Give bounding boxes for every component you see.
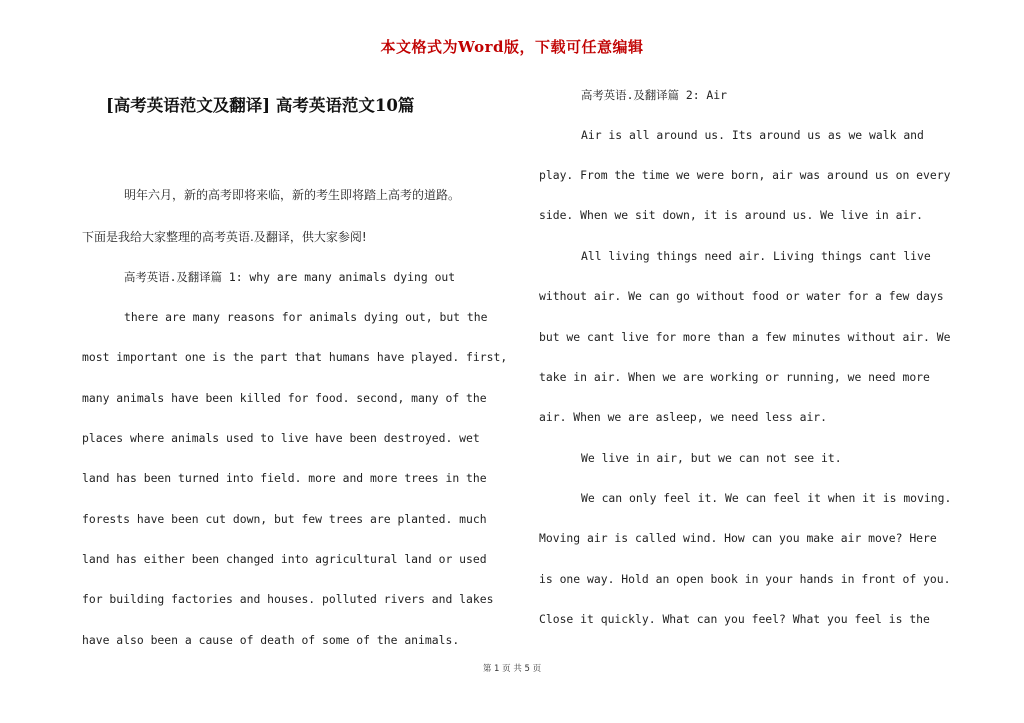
essay1-line: land has been turned into field. more and more trees in the	[82, 471, 487, 485]
essay2-heading: 高考英语.及翻译篇 2: Air	[581, 88, 727, 102]
essay2-line: without air. We can go without food or water for a few days	[539, 289, 944, 303]
essay2-line: Air is all around us. Its around us as we walk and	[581, 128, 924, 142]
essay2-line: air. When we are asleep, we need less air.	[539, 410, 828, 424]
essay1-line: have also been a cause of death of some of the animals.	[82, 633, 460, 647]
essay1-heading: 高考英语.及翻译篇 1: why are many animals dying out	[124, 270, 456, 284]
essay2-line: Close it quickly. What can you feel? What you feel is the	[539, 612, 930, 626]
essay2-line: All living things need air. Living things cant live	[581, 249, 931, 263]
essay2-line: but we cant live for more than a few minutes without air. We	[539, 330, 951, 344]
essay1-line: for building factories and houses. polluted rivers and lakes	[82, 592, 494, 606]
essay1-line: forests have been cut down, but few trees are planted. much	[82, 512, 487, 526]
download-banner: 本文格式为Word版，下载可任意编辑	[380, 38, 644, 56]
essay1-line: land has either been changed into agricultural land or used	[82, 552, 487, 566]
essay2-line: is one way. Hold an open book in your hands in front of you.	[539, 572, 951, 586]
essay1-line: places where animals used to live have been destroyed. wet	[82, 431, 480, 445]
intro-line-2: 下面是我给大家整理的高考英语.及翻译，供大家参阅!	[82, 230, 367, 244]
page-number-footer: 第 1 页 共 5 页	[482, 664, 542, 674]
essay2-line: Moving air is called wind. How can you make air move? Here	[539, 531, 937, 545]
essay2-line: We live in air, but we can not see it.	[581, 451, 842, 465]
essay1-line: there are many reasons for animals dying out, but the	[124, 310, 488, 324]
essay2-line: We can only feel it. We can feel it when it is moving.	[581, 491, 952, 505]
essay1-line: many animals have been killed for food. second, many of the	[82, 391, 487, 405]
essay1-line: most important one is the part that humans have played. first,	[82, 350, 508, 364]
intro-line-1: 明年六月，新的高考即将来临，新的考生即将踏上高考的道路。	[124, 188, 461, 202]
essay2-line: take in air. When we are working or running, we need more	[539, 370, 930, 384]
document-title: [高考英语范文及翻译] 高考英语范文10篇	[106, 96, 415, 115]
essay2-line: side. When we sit down, it is around us. We live in air.	[539, 208, 924, 222]
essay2-line: play. From the time we were born, air was around us on every	[539, 168, 951, 182]
